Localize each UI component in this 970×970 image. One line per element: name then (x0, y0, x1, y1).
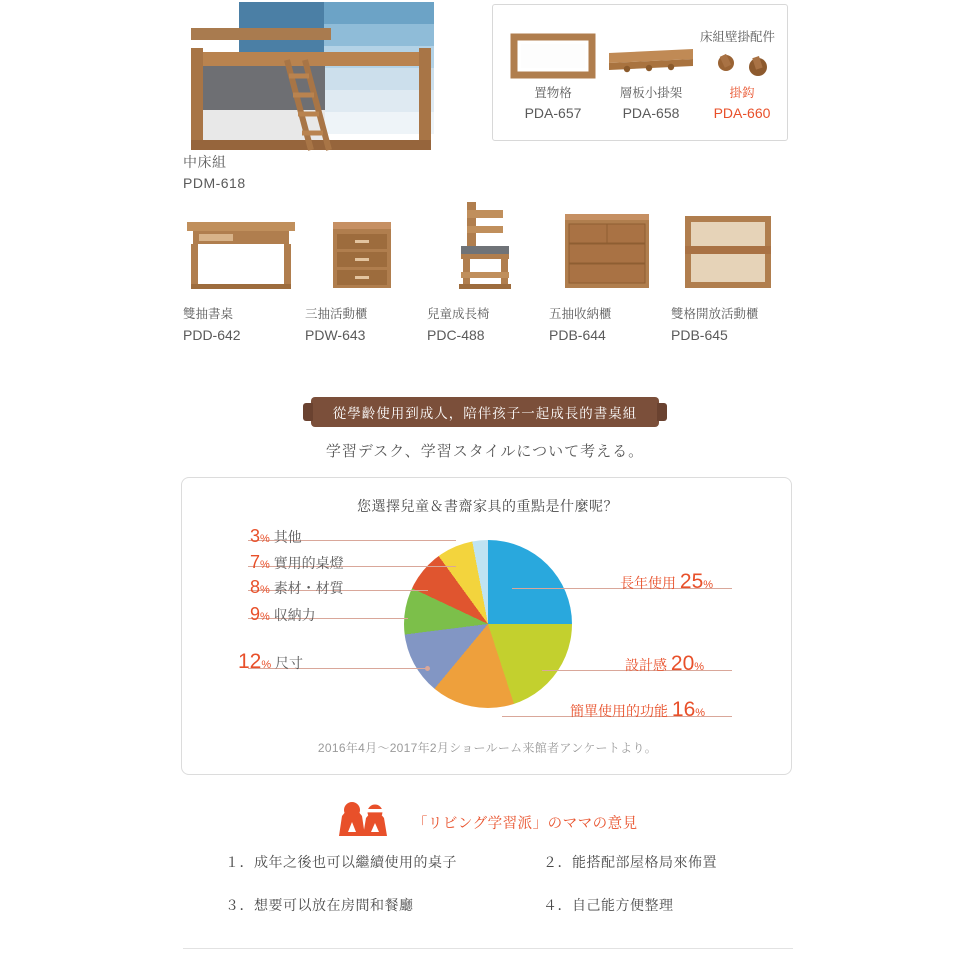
chart-label-design: 設計感 20% (625, 652, 705, 675)
product-code: PDD-642 (183, 327, 241, 343)
accessory-item-shelf-box[interactable] (507, 31, 599, 124)
product-row (183, 196, 793, 341)
chart-label-easy-function: 簡單使用的功能 16% (570, 698, 706, 721)
hero-caption (183, 152, 246, 194)
chart-label-lamp: 7% 實用的桌燈 (250, 552, 344, 572)
desk-icon (183, 196, 305, 296)
opinions-header (0, 800, 970, 845)
list-item: １．成年之後也可以繼續使用的桌子 (225, 854, 457, 870)
product-name: 雙抽書桌 (183, 307, 234, 321)
product-name: 雙格開放活動櫃 (671, 307, 759, 321)
accessory-item-wall-rack[interactable] (599, 39, 703, 124)
accessory-box-title: 床組壁掛配件 (699, 30, 775, 44)
product-card-five-drawer-chest[interactable] (549, 196, 671, 346)
loft-bed-illustration (183, 0, 443, 155)
accessory-code: PDA-660 (713, 104, 771, 121)
product-code: PDB-645 (671, 327, 728, 343)
product-card-kids-chair[interactable] (427, 196, 549, 346)
chart-label-other: 3% 其他 (250, 526, 302, 546)
accessory-item-wall-hook[interactable] (699, 39, 785, 124)
chart-label-storage: 9% 収納力 (250, 604, 316, 624)
chart-label-size: 12% 尺寸 (238, 650, 304, 673)
list-item: ３．想要可以放在房間和餐廳 (225, 897, 414, 913)
mother-child-icon (332, 800, 398, 845)
product-card-drawer-cabinet[interactable] (305, 196, 427, 346)
product-name: 兒童成長椅 (427, 307, 490, 321)
list-item: ４．自己能方便整理 (543, 897, 674, 913)
wall-hook-icon (702, 39, 782, 79)
survey-chart-card (181, 477, 792, 775)
accessory-name: 層板小掛架 (619, 86, 683, 100)
open-shelf-cabinet-icon (671, 196, 793, 296)
accessory-code: PDA-657 (524, 104, 582, 121)
hero-product-code: PDM-618 (183, 175, 246, 191)
product-name: 三抽活動櫃 (305, 307, 368, 321)
shelf-box-icon (510, 31, 596, 79)
drawer-cabinet-icon (305, 196, 427, 296)
product-code: PDW-643 (305, 327, 366, 343)
product-code: PDC-488 (427, 327, 485, 343)
chart-label-longterm: 長年使用 25% (620, 570, 714, 593)
wall-rack-icon (603, 39, 699, 79)
five-drawer-chest-icon (549, 196, 671, 296)
opinions-title: 「リビング学習派」のママの意見 (412, 816, 638, 832)
hero-product-name: 中床組 (183, 154, 227, 170)
product-code: PDB-644 (549, 327, 606, 343)
section-ribbon: 從學齡使用到成人，陪伴孩子一起成長的書桌組 (311, 397, 659, 427)
chart-title: 您選擇兒童＆書齋家具的重點是什麼呢？ (357, 498, 618, 514)
accessory-code: PDA-658 (622, 104, 680, 121)
product-card-open-shelf-cabinet[interactable] (671, 196, 793, 346)
product-card-desk[interactable] (183, 196, 305, 346)
footer-divider (183, 948, 793, 949)
section-subtitle: 学習デスク、学習スタイルについて考える。 (325, 443, 645, 460)
list-item: ２．能搭配部屋格局來佈置 (543, 854, 717, 870)
accessory-box (492, 4, 788, 141)
leader-dot (425, 666, 430, 671)
chart-label-material: 8% 素材・材質 (250, 577, 344, 597)
accessory-name: 置物格 (534, 86, 572, 100)
product-name: 五抽收納櫃 (549, 307, 612, 321)
accessory-name: 掛鈎 (729, 86, 755, 100)
chart-note: 2016年4月～2017年2月ショールーム来館者アンケートより。 (317, 741, 658, 755)
kids-chair-icon (427, 196, 549, 296)
